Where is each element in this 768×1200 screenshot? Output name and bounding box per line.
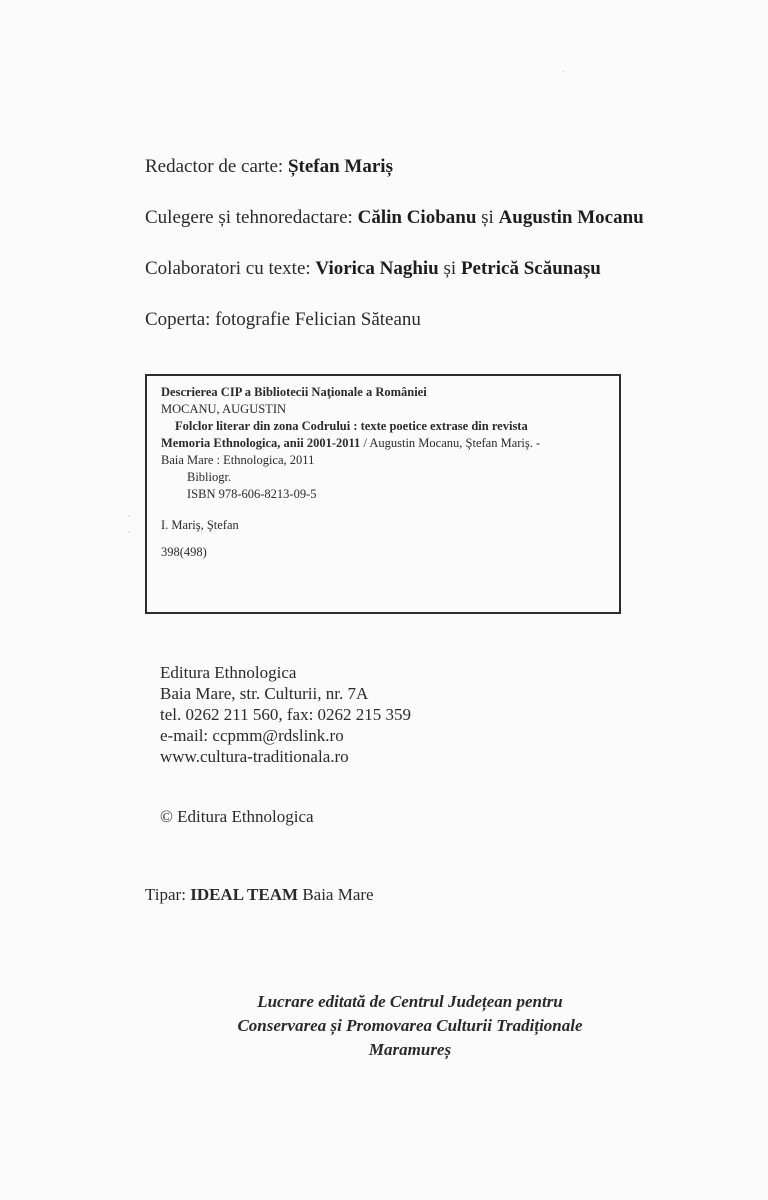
printer-city: Baia Mare <box>298 885 374 904</box>
cip-header: Descrierea CIP a Bibliotecii Naţionale a României <box>161 385 427 399</box>
cip-author: MOCANU, AUGUSTIN <box>161 402 287 416</box>
publisher-website: www.cultura-traditionala.ro <box>160 747 349 766</box>
cip-imprint: Baia Mare : Ethnologica, 2011 <box>161 453 315 467</box>
editor-name: Ștefan Mariș <box>287 156 393 177</box>
contributor-1: Viorica Naghiu <box>315 258 439 279</box>
edition-note <box>180 990 640 1062</box>
scan-speck: · <box>128 528 131 537</box>
edition-note-line-3: Maramureș <box>368 1040 452 1059</box>
cip-isbn: ISBN 978-606-8213-09-5 <box>187 487 317 501</box>
typesetting-credit <box>145 206 745 230</box>
editor-label: Redactor de carte: <box>145 156 288 177</box>
contributors-credit <box>145 257 745 281</box>
contributors-label: Colaboratori cu texte: <box>145 258 316 279</box>
contributors-and: și <box>438 258 461 279</box>
cip-added-entry: I. Mariş, Ştefan <box>161 518 239 532</box>
edition-note-line-2: Conservarea și Promovarea Culturii Tradiționale <box>237 1016 583 1035</box>
typesetting-and: și <box>476 207 499 228</box>
cip-classification: 398(498) <box>161 545 207 559</box>
scan-speck: ` <box>562 70 565 79</box>
publisher-email: e-mail: ccpmm@rdslink.ro <box>160 726 344 745</box>
editor-credit <box>145 155 745 179</box>
printer-label: Tipar: <box>145 885 191 904</box>
publisher-phone: tel. 0262 211 560, fax: 0262 215 359 <box>160 705 412 724</box>
cip-title-line-2: Memoria Ethnologica, anii 2001-2011 / Augustin Mocanu, Ştefan Mariş. - <box>161 436 541 450</box>
cip-bibliogr: Bibliogr. <box>187 470 232 484</box>
printer-name: IDEAL TEAM <box>190 885 299 904</box>
printer-line <box>145 884 374 905</box>
edition-note-line-1: Lucrare editată de Centrul Județean pentru <box>257 992 563 1011</box>
cip-title-line-1: Folclor literar din zona Codrului : texte poetice extrase din revista <box>175 419 528 433</box>
credits-block <box>145 155 745 359</box>
contributor-2: Petrică Scăunașu <box>460 258 601 279</box>
cip-description-box <box>145 374 621 614</box>
scan-speck: · <box>128 512 131 521</box>
cover-credit: Coperta: fotografie Felician Săteanu <box>145 309 421 330</box>
typesetting-label: Culegere și tehnoredactare: <box>145 207 358 228</box>
copyright-notice: © Editura Ethnologica <box>160 807 314 826</box>
publisher-name: Editura Ethnologica <box>160 663 297 682</box>
typesetting-name-1: Călin Ciobanu <box>357 207 477 228</box>
publisher-address: Baia Mare, str. Culturii, nr. 7A <box>160 684 369 703</box>
publisher-block <box>160 662 411 767</box>
typesetting-name-2: Augustin Mocanu <box>498 207 644 228</box>
